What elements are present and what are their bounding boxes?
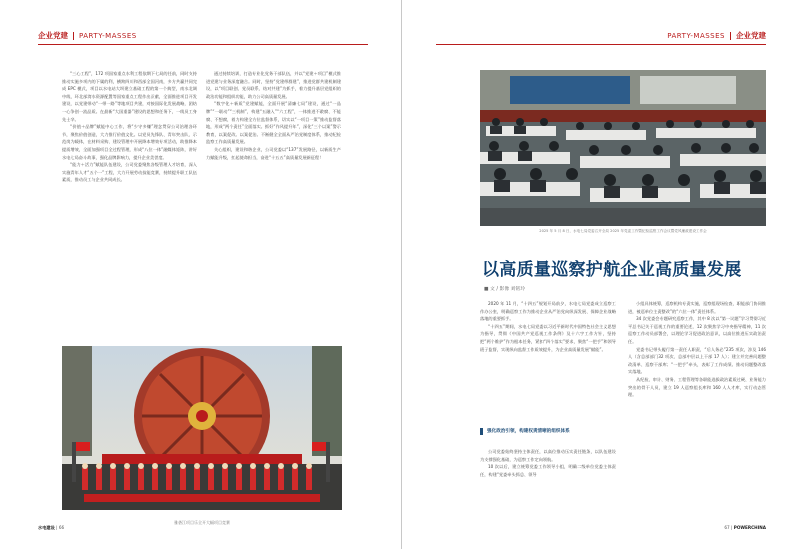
left-header (38, 28, 137, 44)
article-byline (484, 285, 525, 292)
photo-caption: 2025 年 5 月 8 日，水电七局党委召开全局 2025 年党委工作暨纪检监察工作会议暨党风廉政建设工作会 (539, 229, 707, 233)
right-footer: 67 | POWERCHINA (724, 525, 766, 530)
meeting-photo (480, 70, 766, 226)
meeting-hall-image (480, 70, 766, 226)
paragraph: 关心组织，建设和谐企业，公司党委以“137”发展路径，以新质生产力赋能升级，扛起使命担当，奋进“十五五”高质量发展新征程！ (206, 146, 341, 160)
section-english: PARTY-MASSES (667, 32, 725, 40)
photo-caption: 雅砻江项目乐全开大幅项目竞赛 (174, 520, 230, 525)
section-english: PARTY-MASSES (79, 32, 137, 40)
page-number: 67 (724, 525, 730, 530)
right-header (667, 28, 766, 44)
header-rule (38, 44, 368, 45)
paragraph: 公司党委始终坚持主体责任，以高位推动压实责任链条，以队伍建设为支撑强化基础，为巡察工作定向领航。 (480, 449, 616, 462)
divider (73, 32, 74, 40)
paragraph: 通过持续培训，打造专业化党务干部队伍，并以“党建＋项目”模式推进党建与业务深度融合。同时，坚持“党建带群建”，推进党群共建机制建设，以“项目联创、党员联系、结对共建”为抓手，着力提升基层党组织的政治功能和组织功能，助力公司高质量发展。 (206, 71, 341, 99)
article-title: 以高质量巡察护航企业高质量发展 (482, 260, 742, 280)
magazine-name: POWERCHINA (733, 525, 766, 530)
right-page (402, 0, 804, 549)
paragraph: “十四五”期间，水电七局党委以习近平新时代中国特色社会主义思想为指导，贯彻《中国共产党巡视工作条例》及十六字工作方针，坚持把“两个维护”作为根本任务，紧扣“四个落实”要求，聚焦“一把手”和领导班子监督，实现纵向监督工作质效提升，为企业高质量发展“赋能”。 (480, 323, 616, 352)
right-column-1 (480, 300, 616, 418)
author-credit: ■ 文 / 影像 刘铭玲 (484, 287, 526, 292)
left-footer: 水电建设 | 66 (38, 525, 65, 530)
header-rule (436, 44, 766, 45)
ceremony-photo (62, 346, 342, 510)
paragraph: 小组具体统筹，巡察机构专责实施，巡察组现场检查，职能部门协同推进，被巡单位主责整改”的“六位一体”责任体系。 (628, 301, 766, 314)
divider (730, 32, 731, 40)
paragraph: “价值＋品牌”赋能中心工作，将“少守多赚”理念贯穿公司治理各环节，聚焦价值创造，大力推行价值文化。以党员先锋队、青年突击队、示范岗为载体，在材料采购、建设管理中开展降本增效专项活动，助推降本提质增效，全面加强项目全过程管理，形成“八位一体”融媒体矩阵，讲好水电七局奋斗故事，强化品牌影响力，提升企业美誉度。 (62, 124, 197, 160)
paragraph: 从纪检、审计、财务、工程管理等各职能选拔政治素质过硬、业务能力突出的骨干人员，建立 19 人巡察组长库和 160 人人才库，实行动态管理。 (628, 376, 766, 398)
page-number: 66 (58, 525, 65, 530)
left-column-1 (62, 70, 197, 324)
paragraph: 34 次党委会专题研究巡察工作，其中 8 次以“第一议题”学习贯彻习近平总书记关于巡视工作的重要论述，12 次聚焦学习中央指导精神，11 次巡察工作动员部署会，以理论学习促进政治意识，以高位推进压实政治责任。 (628, 316, 766, 344)
right-column-2 (628, 300, 766, 524)
paragraph: 党委书记带头履行第一责任人职责，“后人务必”235 项次，涉及 146 人（含总部部门32 项次、总部中层以上干部 17 人）；建立并完善问题整改清单、巡察干部库；“一把手”牵头，表彰了工作成绩。推动问题整改落实落地。 (628, 346, 766, 375)
paragraph: “能力＋活力”赋能队伍建设，公司党委聚焦各级管理人才培育，深入实施青年人才“五个一”工程，大力开展劳动技能竞赛，持续提升职工队伍素质，推动员工与企业共同成长。 (62, 162, 197, 183)
right-column-1-continued (480, 448, 616, 524)
paragraph: 2020 年 11 月，“十四五”规划开局前夕，水电七局党委成立巡察工作办公室，明确巡察工作为推动企业从严治党向纵深发展、保障企业战略落地的重要抓手。 (480, 301, 616, 322)
paragraph: “三心工程”，172 项国家重点水利工程依期下七局的任前，同时支持推动实施多项内的下属的利，横跨四川和西部全国河南，多方共赢共同完成 EPC 模式，项目以水电站大坝建立基础工程的第一个典型，南水北调中线、环北部湾水资源配置等国家重点工程作出贡献，全面推进项目开发建设，以党建带动“一带一路”等地项目共建，对接国际化发展战略，团结一心争创一流品质。在最新“大国重器”建设的思想和任务下，一线员工身先士卒。 (62, 71, 197, 122)
paragraph: “数字化＋新质”党建赋能，全面开展“清廉七局”建设，通过“一品牌”“一联动”“三机制”，构建“五融入”“六工程”，一体推进不敢腐、不能腐、不想腐，着力构建全方位监督体系，切实以“一项目一策”推动监督落地，形成“两个责任”全面落实。抓好“作风提升年”，深化“三个以案”警示教育，以案促改。以案促治。不断健全全面从严治党制度体系，推动纪检监察工作高质量发展。 (206, 101, 341, 145)
magazine-name: 水电建设 (38, 525, 55, 530)
section-title: 企业党建 (736, 31, 766, 40)
paragraph: 10 次以后，建立统筹党委工作领导小组，明确二级单位党委主体责任，构建“党委牵头抓总、领导 (480, 464, 616, 477)
section-subheading: 强化政治引领，构建权责清晰的组织体系 (480, 428, 613, 435)
tbm-ceremony-image (62, 346, 342, 510)
section-title: 企业党建 (38, 31, 68, 40)
left-column-2 (206, 70, 341, 344)
